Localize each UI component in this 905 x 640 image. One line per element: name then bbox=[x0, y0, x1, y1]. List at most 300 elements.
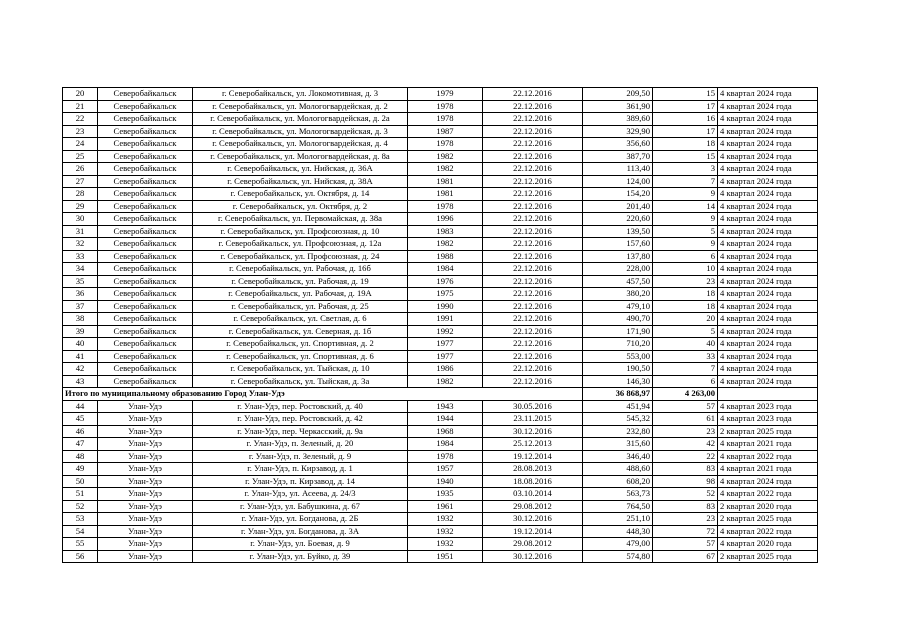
municipality-cell: Северобайкальск bbox=[98, 325, 193, 338]
area-cell: 490,70 bbox=[583, 313, 653, 326]
decision-date-cell: 22.12.2016 bbox=[483, 125, 583, 138]
residents-count-cell: 15 bbox=[653, 88, 718, 101]
area-cell: 315,60 bbox=[583, 438, 653, 451]
table-row bbox=[63, 550, 818, 563]
address-cell: г. Улан-Удэ, ул. Боевая, д. 9 bbox=[193, 538, 408, 551]
area-cell: 479,00 bbox=[583, 538, 653, 551]
decision-date-cell: 22.12.2016 bbox=[483, 375, 583, 388]
table-row bbox=[63, 125, 818, 138]
decision-date-cell: 19.12.2014 bbox=[483, 525, 583, 538]
decision-date-cell: 22.12.2016 bbox=[483, 150, 583, 163]
build-year-cell: 1977 bbox=[408, 338, 483, 351]
municipality-cell: Улан-Удэ bbox=[98, 538, 193, 551]
table-row bbox=[63, 363, 818, 376]
row-number: 50 bbox=[63, 475, 98, 488]
build-year-cell: 1976 bbox=[408, 275, 483, 288]
build-year-cell: 1990 bbox=[408, 300, 483, 313]
area-cell: 387,70 bbox=[583, 150, 653, 163]
decision-date-cell: 18.08.2016 bbox=[483, 475, 583, 488]
area-cell: 356,60 bbox=[583, 138, 653, 151]
decision-date-cell: 19.12.2014 bbox=[483, 450, 583, 463]
address-cell: г. Улан-Удэ, ул. Асеева, д. 24/3 bbox=[193, 488, 408, 501]
relocation-term-cell: 4 квартал 2022 года bbox=[718, 525, 818, 538]
row-number: 20 bbox=[63, 88, 98, 101]
relocation-term-cell: 4 квартал 2022 года bbox=[718, 450, 818, 463]
build-year-cell: 1982 bbox=[408, 150, 483, 163]
relocation-term-cell: 4 квартал 2022 года bbox=[718, 488, 818, 501]
address-cell: г. Северобайкальск, ул. Нийская, д. 36А bbox=[193, 163, 408, 176]
municipality-cell: Северобайкальск bbox=[98, 113, 193, 126]
decision-date-cell: 22.12.2016 bbox=[483, 88, 583, 101]
row-number: 27 bbox=[63, 175, 98, 188]
address-cell: г. Северобайкальск, ул. Рабочая, д. 25 bbox=[193, 300, 408, 313]
document-sheet bbox=[62, 87, 818, 563]
residents-count-cell: 61 bbox=[653, 413, 718, 426]
relocation-term-cell: 4 квартал 2024 года bbox=[718, 375, 818, 388]
relocation-term-cell: 4 квартал 2024 года bbox=[718, 213, 818, 226]
relocation-term-cell: 2 квартал 2020 года bbox=[718, 500, 818, 513]
area-cell: 448,30 bbox=[583, 525, 653, 538]
address-cell: г. Северобайкальск, ул. Мологогвардейская, д. 2 bbox=[193, 100, 408, 113]
row-number: 53 bbox=[63, 513, 98, 526]
decision-date-cell: 22.12.2016 bbox=[483, 213, 583, 226]
row-number: 22 bbox=[63, 113, 98, 126]
area-cell: 488,60 bbox=[583, 463, 653, 476]
area-cell: 146,30 bbox=[583, 375, 653, 388]
area-cell: 479,10 bbox=[583, 300, 653, 313]
residents-count-cell: 5 bbox=[653, 225, 718, 238]
build-year-cell: 1984 bbox=[408, 438, 483, 451]
relocation-term-cell: 4 квартал 2024 года bbox=[718, 263, 818, 276]
row-number: 46 bbox=[63, 425, 98, 438]
residents-count-cell: 7 bbox=[653, 175, 718, 188]
area-cell: 451,94 bbox=[583, 400, 653, 413]
row-number: 31 bbox=[63, 225, 98, 238]
residents-count-cell: 52 bbox=[653, 488, 718, 501]
residents-count-cell: 83 bbox=[653, 500, 718, 513]
address-cell: г. Северобайкальск, ул. Рабочая, д. 19А bbox=[193, 288, 408, 301]
address-cell: г. Северобайкальск, ул. Рабочая, д. 16б bbox=[193, 263, 408, 276]
row-number: 37 bbox=[63, 300, 98, 313]
municipality-cell: Северобайкальск bbox=[98, 250, 193, 263]
relocation-term-cell: 4 квартал 2023 года bbox=[718, 413, 818, 426]
residents-count-cell: 23 bbox=[653, 275, 718, 288]
row-number: 47 bbox=[63, 438, 98, 451]
row-number: 26 bbox=[63, 163, 98, 176]
build-year-cell: 1932 bbox=[408, 538, 483, 551]
relocation-term-cell: 4 квартал 2021 года bbox=[718, 463, 818, 476]
table-row bbox=[63, 88, 818, 101]
area-cell: 113,40 bbox=[583, 163, 653, 176]
area-cell: 220,60 bbox=[583, 213, 653, 226]
municipality-cell: Северобайкальск bbox=[98, 88, 193, 101]
build-year-cell: 1978 bbox=[408, 113, 483, 126]
decision-date-cell: 22.12.2016 bbox=[483, 138, 583, 151]
build-year-cell: 1978 bbox=[408, 100, 483, 113]
decision-date-cell: 23.11.2015 bbox=[483, 413, 583, 426]
build-year-cell: 1984 bbox=[408, 263, 483, 276]
relocation-term-cell: 4 квартал 2024 года bbox=[718, 338, 818, 351]
municipality-cell: Северобайкальск bbox=[98, 213, 193, 226]
row-number: 55 bbox=[63, 538, 98, 551]
address-cell: г. Северобайкальск, ул. Профсоюзная, д. 12а bbox=[193, 238, 408, 251]
residents-count-cell: 9 bbox=[653, 238, 718, 251]
residents-count-cell: 57 bbox=[653, 400, 718, 413]
decision-date-cell: 22.12.2016 bbox=[483, 200, 583, 213]
municipality-cell: Улан-Удэ bbox=[98, 550, 193, 563]
row-number: 35 bbox=[63, 275, 98, 288]
municipality-cell: Северобайкальск bbox=[98, 313, 193, 326]
build-year-cell: 1977 bbox=[408, 350, 483, 363]
municipality-cell: Северобайкальск bbox=[98, 350, 193, 363]
address-cell: г. Улан-Удэ, п. Зеленый, д. 9 bbox=[193, 450, 408, 463]
relocation-term-cell: 4 квартал 2024 года bbox=[718, 313, 818, 326]
residents-count-cell: 22 bbox=[653, 450, 718, 463]
residents-count-cell: 6 bbox=[653, 375, 718, 388]
row-number: 48 bbox=[63, 450, 98, 463]
build-year-cell: 1979 bbox=[408, 88, 483, 101]
row-number: 38 bbox=[63, 313, 98, 326]
build-year-cell: 1932 bbox=[408, 525, 483, 538]
decision-date-cell: 22.12.2016 bbox=[483, 113, 583, 126]
decision-date-cell: 30.12.2016 bbox=[483, 513, 583, 526]
address-cell: г. Северобайкальск, ул. Спортивная, д. 6 bbox=[193, 350, 408, 363]
build-year-cell: 1975 bbox=[408, 288, 483, 301]
relocation-term-cell: 2 квартал 2025 года bbox=[718, 550, 818, 563]
area-cell: 201,40 bbox=[583, 200, 653, 213]
decision-date-cell: 22.12.2016 bbox=[483, 288, 583, 301]
table-row bbox=[63, 238, 818, 251]
address-cell: г. Улан-Удэ, ул. Буйко, д. 39 bbox=[193, 550, 408, 563]
area-cell: 139,50 bbox=[583, 225, 653, 238]
residents-count-cell: 18 bbox=[653, 300, 718, 313]
area-cell: 608,20 bbox=[583, 475, 653, 488]
table-row bbox=[63, 263, 818, 276]
municipality-cell: Улан-Удэ bbox=[98, 488, 193, 501]
relocation-term-cell: 4 квартал 2024 года bbox=[718, 275, 818, 288]
table-row bbox=[63, 213, 818, 226]
area-cell: 710,20 bbox=[583, 338, 653, 351]
municipality-cell: Северобайкальск bbox=[98, 138, 193, 151]
decision-date-cell: 22.12.2016 bbox=[483, 313, 583, 326]
row-number: 24 bbox=[63, 138, 98, 151]
residents-count-cell: 7 bbox=[653, 363, 718, 376]
decision-date-cell: 22.12.2016 bbox=[483, 238, 583, 251]
decision-date-cell: 22.12.2016 bbox=[483, 363, 583, 376]
table-section-severobaikalsk bbox=[63, 88, 818, 388]
address-cell: г. Северобайкальск, ул. Первомайская, д. 38а bbox=[193, 213, 408, 226]
build-year-cell: 1944 bbox=[408, 413, 483, 426]
decision-date-cell: 22.12.2016 bbox=[483, 100, 583, 113]
decision-date-cell: 22.12.2016 bbox=[483, 338, 583, 351]
row-number: 28 bbox=[63, 188, 98, 201]
residents-count-cell: 18 bbox=[653, 138, 718, 151]
relocation-term-cell: 4 квартал 2024 года bbox=[718, 100, 818, 113]
table-row bbox=[63, 275, 818, 288]
relocation-term-cell: 4 квартал 2023 года bbox=[718, 400, 818, 413]
address-cell: г. Улан-Удэ, пер. Ростовский, д. 40 bbox=[193, 400, 408, 413]
decision-date-cell: 30.05.2016 bbox=[483, 400, 583, 413]
municipality-cell: Северобайкальск bbox=[98, 188, 193, 201]
municipality-cell: Северобайкальск bbox=[98, 125, 193, 138]
table-row bbox=[63, 325, 818, 338]
table-row bbox=[63, 225, 818, 238]
table-row bbox=[63, 250, 818, 263]
area-cell: 137,80 bbox=[583, 250, 653, 263]
municipality-cell: Северобайкальск bbox=[98, 300, 193, 313]
relocation-term-cell: 4 квартал 2020 года bbox=[718, 538, 818, 551]
address-cell: г. Северобайкальск, ул. Северная, д. 1б bbox=[193, 325, 408, 338]
row-number: 41 bbox=[63, 350, 98, 363]
build-year-cell: 1957 bbox=[408, 463, 483, 476]
address-cell: г. Северобайкальск, ул. Октября, д. 14 bbox=[193, 188, 408, 201]
address-cell: г. Северобайкальск, ул. Локомотивная, д. 3 bbox=[193, 88, 408, 101]
table-section-subtotal bbox=[63, 388, 818, 401]
area-cell: 545,32 bbox=[583, 413, 653, 426]
relocation-term-cell: 4 квартал 2024 года bbox=[718, 350, 818, 363]
relocation-term-cell: 2 квартал 2025 года bbox=[718, 513, 818, 526]
area-cell: 190,50 bbox=[583, 363, 653, 376]
table-row bbox=[63, 500, 818, 513]
residents-count-cell: 57 bbox=[653, 538, 718, 551]
residents-count-cell: 14 bbox=[653, 200, 718, 213]
address-cell: г. Северобайкальск, ул. Светлая, д. 6 bbox=[193, 313, 408, 326]
municipality-cell: Северобайкальск bbox=[98, 288, 193, 301]
table-row bbox=[63, 475, 818, 488]
table-row bbox=[63, 113, 818, 126]
area-cell: 389,60 bbox=[583, 113, 653, 126]
relocation-term-cell: 4 квартал 2024 года bbox=[718, 175, 818, 188]
address-cell: г. Северобайкальск, ул. Мологогвардейская, д. 2а bbox=[193, 113, 408, 126]
area-cell: 228,00 bbox=[583, 263, 653, 276]
row-number: 43 bbox=[63, 375, 98, 388]
address-cell: г. Улан-Удэ, пер. Ростовский, д. 42 bbox=[193, 413, 408, 426]
housing-table bbox=[62, 87, 818, 563]
municipality-cell: Северобайкальск bbox=[98, 238, 193, 251]
residents-count-cell: 18 bbox=[653, 288, 718, 301]
row-number: 30 bbox=[63, 213, 98, 226]
area-cell: 361,90 bbox=[583, 100, 653, 113]
area-cell: 171,90 bbox=[583, 325, 653, 338]
table-row bbox=[63, 400, 818, 413]
municipality-cell: Северобайкальск bbox=[98, 175, 193, 188]
address-cell: г. Улан-Удэ, ул. Бабушкина, д. 67 bbox=[193, 500, 408, 513]
residents-count-cell: 10 bbox=[653, 263, 718, 276]
residents-count-cell: 42 bbox=[653, 438, 718, 451]
build-year-cell: 1932 bbox=[408, 513, 483, 526]
area-cell: 329,90 bbox=[583, 125, 653, 138]
residents-count-cell: 5 bbox=[653, 325, 718, 338]
decision-date-cell: 28.08.2013 bbox=[483, 463, 583, 476]
subtotal-term bbox=[718, 388, 818, 401]
municipality-cell: Улан-Удэ bbox=[98, 475, 193, 488]
table-row bbox=[63, 150, 818, 163]
row-number: 42 bbox=[63, 363, 98, 376]
relocation-term-cell: 4 квартал 2024 года bbox=[718, 250, 818, 263]
residents-count-cell: 40 bbox=[653, 338, 718, 351]
table-row bbox=[63, 463, 818, 476]
address-cell: г. Северобайкальск, ул. Тыйская, д. 3а bbox=[193, 375, 408, 388]
decision-date-cell: 29.08.2012 bbox=[483, 538, 583, 551]
build-year-cell: 1935 bbox=[408, 488, 483, 501]
municipality-cell: Улан-Удэ bbox=[98, 438, 193, 451]
municipality-cell: Северобайкальск bbox=[98, 338, 193, 351]
table-row bbox=[63, 188, 818, 201]
table-row bbox=[63, 100, 818, 113]
subtotal-label: Итого по муниципальному образованию Город Улан-Удэ bbox=[63, 388, 583, 401]
address-cell: г. Улан-Удэ, п. Кирзавод, д. 1 bbox=[193, 463, 408, 476]
build-year-cell: 1978 bbox=[408, 200, 483, 213]
address-cell: г. Улан-Удэ, ул. Богданова, д. 3А bbox=[193, 525, 408, 538]
address-cell: г. Северобайкальск, ул. Профсоюзная, д. 10 bbox=[193, 225, 408, 238]
table-row bbox=[63, 350, 818, 363]
row-number: 33 bbox=[63, 250, 98, 263]
municipality-cell: Северобайкальск bbox=[98, 163, 193, 176]
relocation-term-cell: 4 квартал 2021 года bbox=[718, 438, 818, 451]
row-number: 49 bbox=[63, 463, 98, 476]
row-number: 34 bbox=[63, 263, 98, 276]
table-row bbox=[63, 513, 818, 526]
relocation-term-cell: 2 квартал 2025 года bbox=[718, 425, 818, 438]
address-cell: г. Северобайкальск, ул. Рабочая, д. 19 bbox=[193, 275, 408, 288]
decision-date-cell: 30.12.2016 bbox=[483, 425, 583, 438]
relocation-term-cell: 4 квартал 2024 года bbox=[718, 300, 818, 313]
residents-count-cell: 3 bbox=[653, 163, 718, 176]
municipality-cell: Северобайкальск bbox=[98, 263, 193, 276]
address-cell: г. Северобайкальск, ул. Октября, д. 2 bbox=[193, 200, 408, 213]
decision-date-cell: 22.12.2016 bbox=[483, 275, 583, 288]
area-cell: 232,80 bbox=[583, 425, 653, 438]
build-year-cell: 1968 bbox=[408, 425, 483, 438]
table-row bbox=[63, 138, 818, 151]
address-cell: г. Северобайкальск, ул. Профсоюзная, д. 24 bbox=[193, 250, 408, 263]
table-row bbox=[63, 200, 818, 213]
area-cell: 251,10 bbox=[583, 513, 653, 526]
relocation-term-cell: 4 квартал 2024 года bbox=[718, 163, 818, 176]
municipality-cell: Улан-Удэ bbox=[98, 450, 193, 463]
residents-count-cell: 17 bbox=[653, 125, 718, 138]
decision-date-cell: 22.12.2016 bbox=[483, 250, 583, 263]
address-cell: г. Северобайкальск, ул. Спортивная, д. 2 bbox=[193, 338, 408, 351]
municipality-cell: Северобайкальск bbox=[98, 375, 193, 388]
decision-date-cell: 25.12.2013 bbox=[483, 438, 583, 451]
table-row bbox=[63, 525, 818, 538]
table-row bbox=[63, 300, 818, 313]
build-year-cell: 1981 bbox=[408, 188, 483, 201]
relocation-term-cell: 4 квартал 2024 года bbox=[718, 475, 818, 488]
table-section-ulan-ude bbox=[63, 400, 818, 563]
area-cell: 157,60 bbox=[583, 238, 653, 251]
municipality-cell: Улан-Удэ bbox=[98, 413, 193, 426]
municipality-cell: Северобайкальск bbox=[98, 275, 193, 288]
municipality-cell: Северобайкальск bbox=[98, 150, 193, 163]
municipality-cell: Северобайкальск bbox=[98, 200, 193, 213]
decision-date-cell: 22.12.2016 bbox=[483, 163, 583, 176]
table-row bbox=[63, 313, 818, 326]
relocation-term-cell: 4 квартал 2024 года bbox=[718, 288, 818, 301]
build-year-cell: 1988 bbox=[408, 250, 483, 263]
residents-count-cell: 23 bbox=[653, 425, 718, 438]
table-row bbox=[63, 413, 818, 426]
build-year-cell: 1978 bbox=[408, 138, 483, 151]
area-cell: 553,00 bbox=[583, 350, 653, 363]
address-cell: г. Северобайкальск, ул. Нийская, д. 38А bbox=[193, 175, 408, 188]
decision-date-cell: 22.12.2016 bbox=[483, 300, 583, 313]
area-cell: 209,50 bbox=[583, 88, 653, 101]
build-year-cell: 1992 bbox=[408, 325, 483, 338]
residents-count-cell: 23 bbox=[653, 513, 718, 526]
relocation-term-cell: 4 квартал 2024 года bbox=[718, 200, 818, 213]
subtotal-row bbox=[63, 388, 818, 401]
subtotal-count: 4 263,00 bbox=[653, 388, 718, 401]
municipality-cell: Улан-Удэ bbox=[98, 400, 193, 413]
table-row bbox=[63, 450, 818, 463]
address-cell: г. Улан-Удэ, пер. Черкасский, д. 9а bbox=[193, 425, 408, 438]
build-year-cell: 1986 bbox=[408, 363, 483, 376]
build-year-cell: 1982 bbox=[408, 163, 483, 176]
build-year-cell: 1978 bbox=[408, 450, 483, 463]
build-year-cell: 1961 bbox=[408, 500, 483, 513]
relocation-term-cell: 4 квартал 2024 года bbox=[718, 188, 818, 201]
area-cell: 574,80 bbox=[583, 550, 653, 563]
municipality-cell: Улан-Удэ bbox=[98, 513, 193, 526]
row-number: 25 bbox=[63, 150, 98, 163]
municipality-cell: Северобайкальск bbox=[98, 100, 193, 113]
residents-count-cell: 9 bbox=[653, 213, 718, 226]
address-cell: г. Северобайкальск, ул. Мологогвардейская, д. 8а bbox=[193, 150, 408, 163]
decision-date-cell: 30.12.2016 bbox=[483, 550, 583, 563]
relocation-term-cell: 4 квартал 2024 года bbox=[718, 363, 818, 376]
residents-count-cell: 72 bbox=[653, 525, 718, 538]
municipality-cell: Улан-Удэ bbox=[98, 500, 193, 513]
decision-date-cell: 22.12.2016 bbox=[483, 263, 583, 276]
municipality-cell: Улан-Удэ bbox=[98, 463, 193, 476]
residents-count-cell: 98 bbox=[653, 475, 718, 488]
table-row bbox=[63, 288, 818, 301]
build-year-cell: 1981 bbox=[408, 175, 483, 188]
address-cell: г. Улан-Удэ, п. Кирзавод, д. 14 bbox=[193, 475, 408, 488]
table-row bbox=[63, 425, 818, 438]
residents-count-cell: 33 bbox=[653, 350, 718, 363]
address-cell: г. Северобайкальск, ул. Тыйская, д. 10 bbox=[193, 363, 408, 376]
build-year-cell: 1951 bbox=[408, 550, 483, 563]
table-row bbox=[63, 338, 818, 351]
address-cell: г. Улан-Удэ, ул. Богданова, д. 2Б bbox=[193, 513, 408, 526]
area-cell: 764,50 bbox=[583, 500, 653, 513]
residents-count-cell: 20 bbox=[653, 313, 718, 326]
municipality-cell: Северобайкальск bbox=[98, 363, 193, 376]
area-cell: 457,50 bbox=[583, 275, 653, 288]
row-number: 51 bbox=[63, 488, 98, 501]
residents-count-cell: 17 bbox=[653, 100, 718, 113]
decision-date-cell: 22.12.2016 bbox=[483, 188, 583, 201]
residents-count-cell: 15 bbox=[653, 150, 718, 163]
area-cell: 563,73 bbox=[583, 488, 653, 501]
relocation-term-cell: 4 квартал 2024 года bbox=[718, 113, 818, 126]
relocation-term-cell: 4 квартал 2024 года bbox=[718, 125, 818, 138]
subtotal-area: 36 868,97 bbox=[583, 388, 653, 401]
row-number: 52 bbox=[63, 500, 98, 513]
area-cell: 346,40 bbox=[583, 450, 653, 463]
municipality-cell: Улан-Удэ bbox=[98, 525, 193, 538]
municipality-cell: Северобайкальск bbox=[98, 225, 193, 238]
area-cell: 124,00 bbox=[583, 175, 653, 188]
decision-date-cell: 22.12.2016 bbox=[483, 175, 583, 188]
build-year-cell: 1987 bbox=[408, 125, 483, 138]
decision-date-cell: 22.12.2016 bbox=[483, 225, 583, 238]
relocation-term-cell: 4 квартал 2024 года bbox=[718, 325, 818, 338]
table-row bbox=[63, 538, 818, 551]
